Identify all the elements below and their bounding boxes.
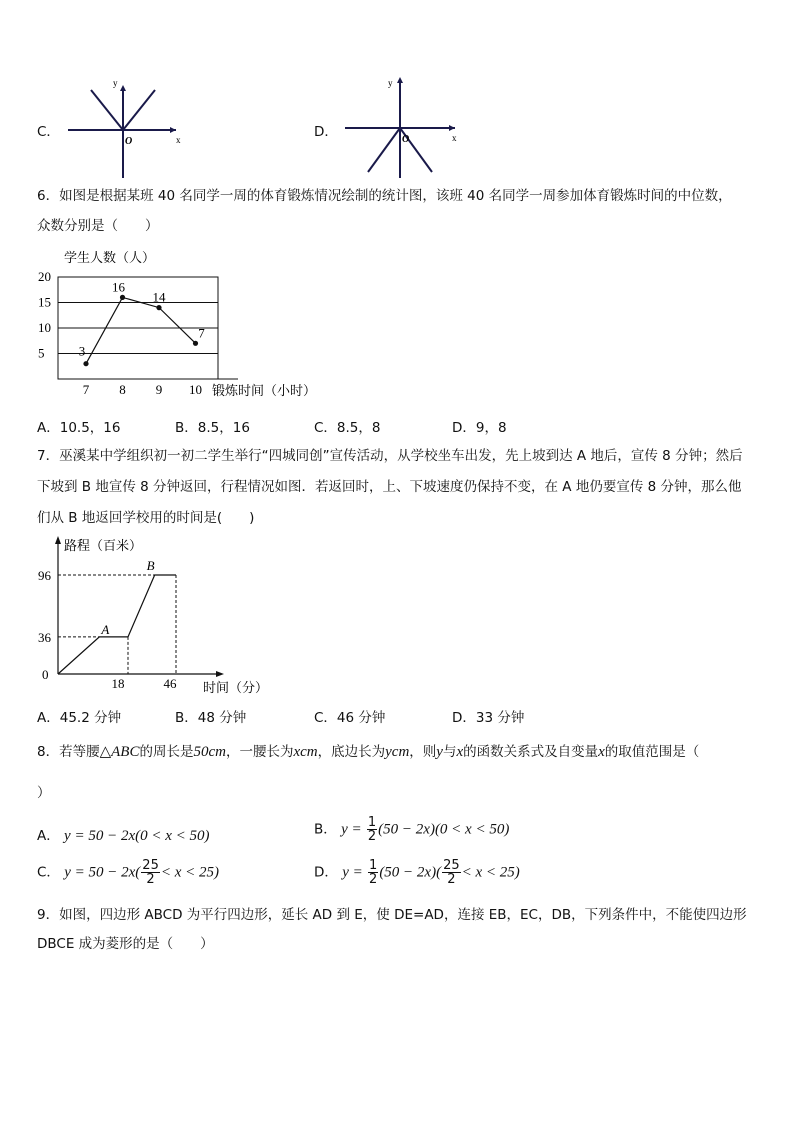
q7-text-line3: 们从 B 地返回学校用的时间是( ) — [37, 510, 255, 526]
q6-chart-xlabel: 锻炼时间（小时） — [212, 383, 317, 398]
q7-y-tick-label: 96 — [38, 568, 51, 583]
q5-option-c-label: C． — [37, 124, 60, 140]
q7-chart-ylabel: 路程（百米） — [64, 538, 143, 553]
q6-y-tick-label: 5 — [38, 345, 45, 361]
q5c-x-label: x — [176, 135, 181, 145]
q5d-y-label: y — [388, 78, 393, 88]
q6-text-line2: 众数分别是（ ） — [37, 218, 159, 234]
q8-option-c[interactable]: C． y = 50 − 2x( $\frac{25}{2}$ < x < 25) — [37, 858, 219, 887]
q6-x-tick-label: 8 — [119, 382, 126, 397]
q6-option-c[interactable]: C．8.5，8 — [314, 420, 381, 436]
q7-text-line2: 下坡到 B 地宣传 8 分钟返回，行程情况如图．若返回时，上、下坡速度仍保持不变，在 A 地仍要宣传 8 分钟，那么他 — [37, 479, 742, 495]
q6-option-a[interactable]: A．10.5，16 — [37, 420, 121, 436]
q7-option-d[interactable]: D．33 分钟 — [452, 710, 525, 726]
q6-y-tick-label: 15 — [38, 294, 51, 310]
q5d-x-label: x — [452, 133, 457, 143]
q5-option-d-label: D． — [314, 124, 338, 140]
q6-data-label: 7 — [198, 325, 205, 341]
q6-x-tick-label: 10 — [189, 382, 202, 397]
q5c-origin: O — [125, 136, 133, 147]
q5d-origin: O — [402, 134, 410, 145]
q7-point-b-label: B — [146, 558, 155, 573]
q8-perimeter: 50cm — [193, 744, 226, 760]
q8-text-line2: ） — [37, 785, 51, 801]
q6-data-label: 3 — [78, 343, 86, 359]
q8-option-a[interactable]: A． y = 50 − 2x(0 < x < 50) — [37, 828, 210, 844]
q7-y-tick-label: 0 — [42, 667, 49, 682]
q7-text-line1: 7．巫溪某中学组织初一初二学生举行“四城同创”宣传活动，从学校坐车出发，先上坡到达 A 地后，宣传 8 分钟；然后 — [37, 448, 743, 464]
q7-x-tick-label: 18 — [111, 676, 125, 691]
q6-data-label: 16 — [112, 279, 125, 295]
q7-point-a-label: A — [101, 621, 110, 637]
q5c-y-label: y — [113, 78, 118, 88]
q7-option-a[interactable]: A．45.2 分钟 — [37, 710, 122, 726]
q8-option-b[interactable]: B． y = $\frac{1}{2}$ (50 − 2x)(0 < x < 50) — [314, 815, 510, 844]
q8-triangle: △ABC — [99, 744, 140, 760]
q8-d-half-fraction: $\frac{1}{2}$ — [369, 858, 378, 887]
q6-data-label: 14 — [152, 289, 166, 305]
q9-text-line2: DBCE 成为菱形的是（ ） — [37, 936, 214, 952]
q7-option-c[interactable]: C．46 分钟 — [314, 710, 386, 726]
q9-text-line1: 9．如图，四边形 ABCD 为平行四边形，延长 AD 到 E，使 DE=AD，连接 EB，EC，DB，下列条件中，不能使四边形 — [37, 907, 747, 923]
q6-text-line1: 6．如图是根据某班 40 名同学一周的体育锻炼情况绘制的统计图，该班 40 名同学一周参加体育锻炼时间的中位数， — [37, 188, 732, 204]
q7-x-tick-label: 46 — [163, 676, 177, 691]
q6-option-b[interactable]: B．8.5，16 — [175, 420, 250, 436]
q6-x-tick-label: 7 — [82, 382, 90, 397]
q6-option-d[interactable]: D．9，8 — [452, 420, 507, 436]
q8-text-line1: 8．若等腰△ABC的周长是50cm，一腰长为xcm，底边长为ycm，则y与x的函数关系式及自变量x的取值范围是（ — [37, 744, 700, 760]
q6-chart-ylabel: 学生人数（人） — [64, 250, 156, 265]
q7-y-tick-label: 36 — [38, 629, 51, 645]
q8-d-fraction: $\frac{25}{2}$ — [443, 858, 460, 887]
q8-b-half-fraction: $\frac{1}{2}$ — [367, 815, 377, 844]
q6-y-tick-label: 20 — [38, 269, 51, 284]
q8-option-d[interactable]: D． y = $\frac{1}{2}$ (50 − 2x)( $\frac{25}{2}$ < x < 25) — [314, 858, 520, 887]
q8-base: ycm — [385, 744, 410, 760]
q6-y-tick-label: 10 — [38, 320, 51, 335]
q7-path-line — [58, 575, 176, 674]
q8-c-fraction: $\frac{25}{2}$ — [142, 858, 159, 887]
q7-option-b[interactable]: B．48 分钟 — [175, 710, 247, 726]
q6-x-tick-label: 9 — [155, 382, 163, 397]
q7-chart-xlabel: 时间（分） — [203, 680, 269, 695]
q8-leg: xcm — [293, 744, 318, 760]
